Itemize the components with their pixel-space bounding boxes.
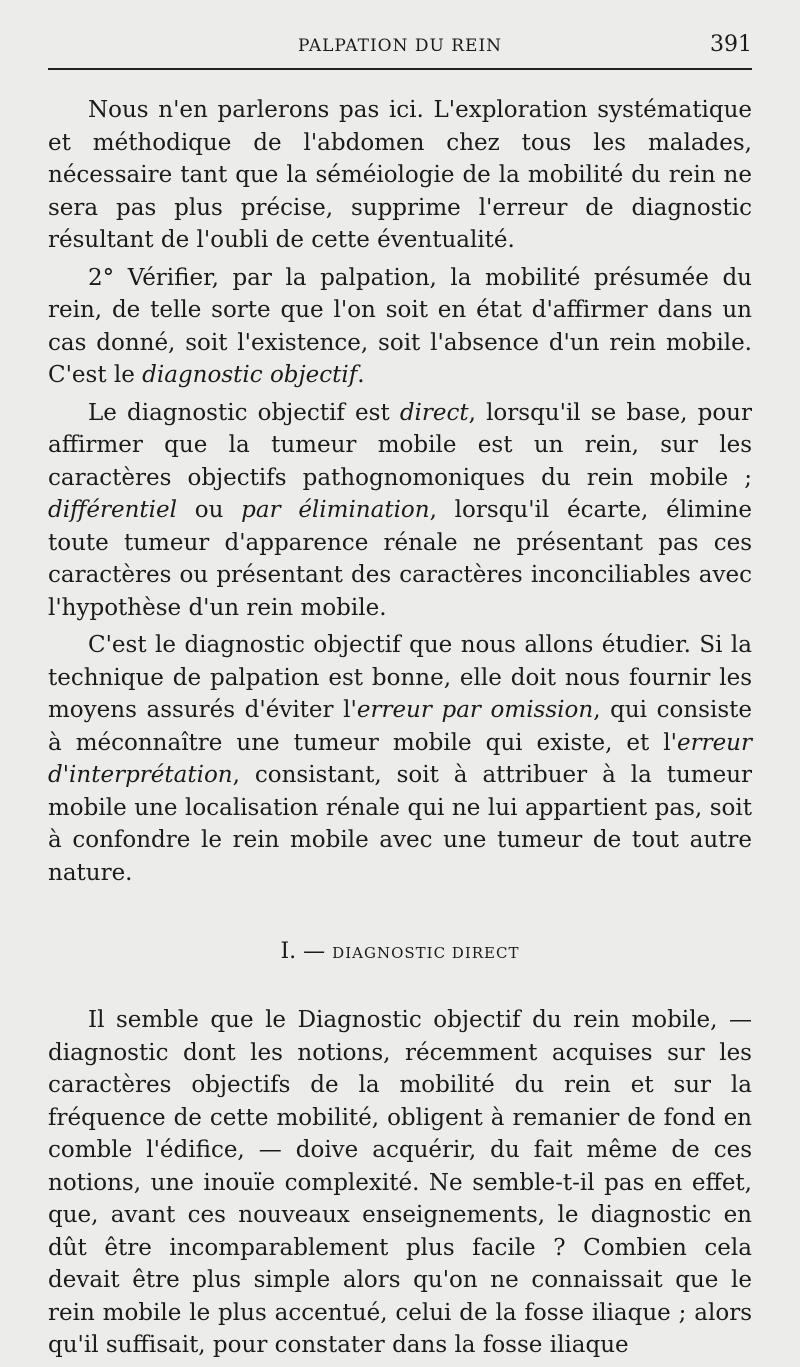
page-number: 391 xyxy=(710,32,752,57)
emphasis-erreur-interpretation: erreur d'interprétation xyxy=(48,729,752,788)
text-run: , qui consiste à méconnaître une tumeur mobile qui existe, et l' xyxy=(48,697,753,756)
emphasis-direct: direct xyxy=(399,399,469,426)
section-heading xyxy=(48,939,752,964)
paragraph-3 xyxy=(48,397,752,625)
running-title: PALPATION DU REIN xyxy=(297,36,503,56)
emphasis-par-elimination: par élimination xyxy=(241,497,430,523)
running-header xyxy=(48,34,752,66)
text-run: , lorsqu'il se base, pour affirmer que la tumeur mobile est un rein, sur les caractères objectifs pathognomoniques du rein mobile ; xyxy=(48,399,752,491)
paragraph-4 xyxy=(48,629,752,889)
paragraph-1: Nous n'en parlerons pas ici. L'exploration systématique et méthodique de l'abdomen chez tous les malades, nécessaire tant que la séméiologie de la mobilité du rein ne sera pas plus précise, supprime l'erreur de diagnostic résultant de l'oubli de cette éventualité. xyxy=(48,97,752,253)
text-run: ou xyxy=(176,497,242,523)
emphasis-diagnostic-objectif: diagnostic objectif xyxy=(142,362,358,388)
text-run: Le diagnostic objectif est xyxy=(88,399,400,426)
paragraph-2-end: . xyxy=(357,362,365,388)
header-rule xyxy=(48,68,752,70)
paragraph-2-text: 2° Vérifier, par la palpation, la mobilité présumée du rein, de telle sorte que l'on soit en état d'affirmer dans un cas donné, soit l'existence, soit l'absence d'un rein mobile. C'est le xyxy=(48,264,752,388)
text-run: C'est le diagnostic objectif que nous allons étudier. Si la technique de palpation est bonne, elle doit nous fournir les moyens assurés d'éviter l' xyxy=(48,632,752,723)
emphasis-erreur-par-omission: erreur par omission xyxy=(356,697,594,723)
text-run: , consistant, soit à attribuer à la tumeur mobile une localisation rénale qui ne lui appartient pas, soit à confondre le rein mobile avec une tumeur de tout autre nature. xyxy=(48,762,752,886)
paragraph-5: Il semble que le Diagnostic objectif du rein mobile, — diagnostic dont les notions, récemment acquises sur les caractères objectifs de la mobilité du rein et sur la fréquence de cette mobilité, obligent à remanier de fond en comble l'édifice, — doive acquérir, du fait même de ces notions, une inouïe complexité. Ne semble-t-il pas en effet, que, avant ces nouveaux enseignements, le diagnostic en dût être incomparablement plus facile ? Combien cela devait être plus simple alors qu'on ne connaissait que le rein mobile le plus accentué, celui de la fosse iliaque ; alors qu'il suffisait, pour constater dans la fosse iliaque xyxy=(48,1007,752,1358)
emphasis-differentiel: différentiel xyxy=(48,497,177,523)
page-body xyxy=(48,94,752,1367)
text-run: , lorsqu'il écarte, élimine toute tumeur d'apparence rénale ne présentant pas ces caractères ou présentant des caractères inconciliables avec l'hypothèse d'un rein mobile. xyxy=(48,497,752,621)
section-numeral: I. xyxy=(280,939,297,964)
section-title: DIAGNOSTIC DIRECT xyxy=(332,944,520,962)
paragraph-2 xyxy=(48,262,752,392)
section-dash: — xyxy=(296,939,333,964)
